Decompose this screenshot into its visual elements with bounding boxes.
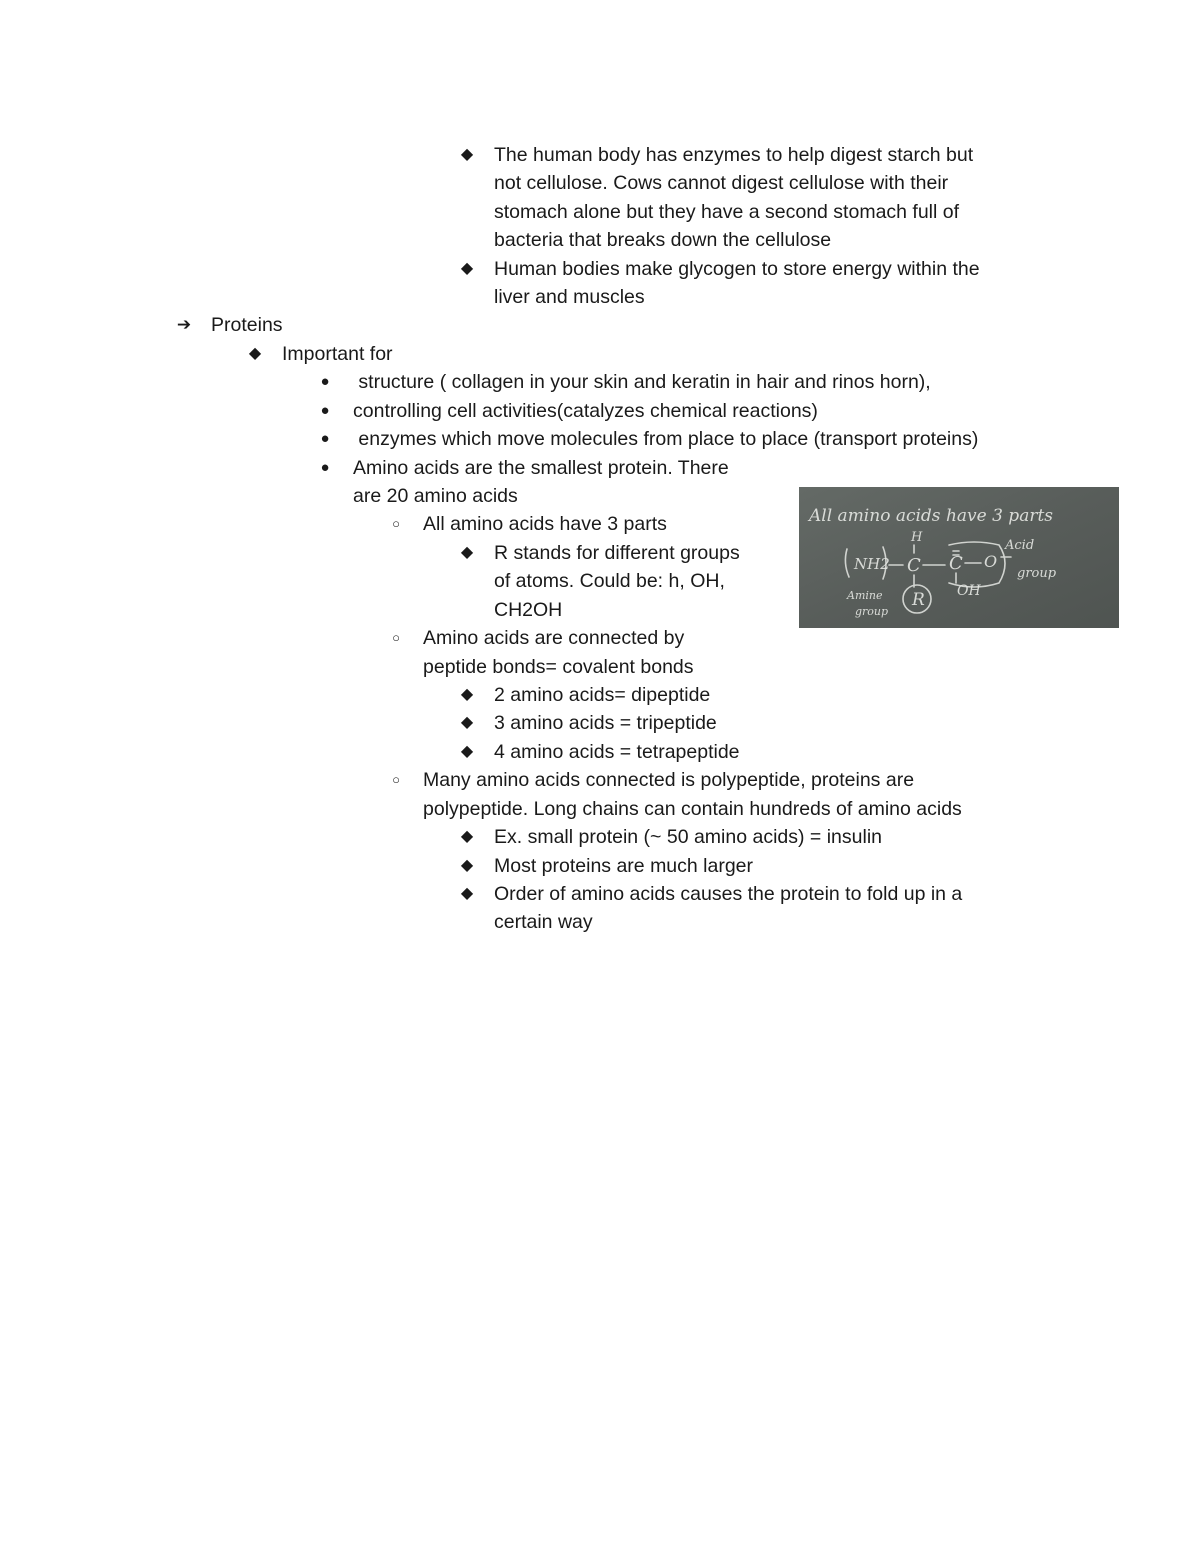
amino-acids-text-line-1: Amino acids are the smallest protein. There	[353, 457, 729, 479]
r-group-text-line-3: CH2OH	[494, 599, 563, 621]
dot-bullet-icon: ●	[320, 373, 330, 390]
circle-bullet-icon: ○	[392, 772, 400, 787]
diamond-bullet-icon: ◆	[460, 857, 474, 874]
chalkboard-r-group-label: R	[912, 590, 925, 610]
polypeptide-text-line-1: Many amino acids connected is polypeptide, proteins are	[423, 769, 915, 791]
dot-bullet-icon: ●	[320, 459, 330, 476]
circle-bullet-icon: ○	[392, 630, 400, 645]
dot-bullet-icon: ●	[320, 402, 330, 419]
r-group-text-line-2: of atoms. Could be: h, OH,	[494, 570, 725, 592]
chalkboard-heading: All amino acids have 3 parts	[809, 506, 1054, 526]
diamond-bullet-icon: ◆	[460, 885, 474, 902]
fold-text-line-1: Order of amino acids causes the protein to fold up in a	[494, 883, 963, 905]
diamond-bullet-icon: ◆	[460, 714, 474, 731]
chalkboard-oxygen-label: O	[984, 552, 998, 571]
glycogen-text-line-1: Human bodies make glycogen to store energy within the	[494, 258, 980, 280]
chalkboard-amine-word: Amine	[847, 589, 883, 602]
important-for-label: Important for	[282, 343, 393, 365]
chalkboard-photo	[799, 487, 1119, 628]
diamond-bullet-icon: ◆	[248, 345, 262, 362]
starch-text-line-1: The human body has enzymes to help digest starch but	[494, 144, 974, 166]
chalkboard-hydrogen-label: H	[911, 530, 923, 545]
peptide-bonds-text-line-2: peptide bonds= covalent bonds	[423, 656, 694, 678]
chalkboard-acid-label: Acid	[1005, 538, 1035, 553]
starch-text-line-3: stomach alone but they have a second stomach full of	[494, 201, 960, 223]
dot-bullet-icon: ●	[320, 430, 330, 447]
chalkboard-hydroxyl-label: OH	[957, 583, 981, 599]
structure-text: structure ( collagen in your skin and keratin in hair and rinos horn),	[353, 371, 931, 393]
larger-proteins-text: Most proteins are much larger	[494, 855, 754, 877]
peptide-bonds-text-line-1: Amino acids are connected by	[423, 627, 685, 649]
fold-text-line-2: certain way	[494, 911, 593, 933]
diamond-bullet-icon: ◆	[460, 686, 474, 703]
dipeptide-text: 2 amino acids= dipeptide	[494, 684, 711, 706]
starch-text-line-4: bacteria that breaks down the cellulose	[494, 229, 832, 251]
chalkboard-amine-label: NH2	[854, 555, 890, 573]
transport-text: enzymes which move molecules from place to place (transport proteins)	[353, 428, 979, 450]
diamond-bullet-icon: ◆	[460, 260, 474, 277]
tetrapeptide-text: 4 amino acids = tetrapeptide	[494, 741, 740, 763]
diamond-bullet-icon: ◆	[460, 544, 474, 561]
cell-activities-text: controlling cell activities(catalyzes chemical reactions)	[353, 400, 818, 422]
chalkboard-second-carbon-label: C	[949, 553, 963, 574]
arrow-bullet-icon: ➔	[176, 315, 192, 334]
diamond-bullet-icon: ◆	[460, 743, 474, 760]
three-parts-text: All amino acids have 3 parts	[423, 513, 667, 535]
r-group-text-line-1: R stands for different groups	[494, 542, 740, 564]
chalkboard-carbon-label: C	[907, 555, 921, 576]
starch-text-line-2: not cellulose. Cows cannot digest cellulose with their	[494, 172, 949, 194]
glycogen-text-line-2: liver and muscles	[494, 286, 645, 308]
diamond-bullet-icon: ◆	[460, 146, 474, 163]
insulin-text: Ex. small protein (~ 50 amino acids) = insulin	[494, 826, 883, 848]
diamond-bullet-icon: ◆	[460, 828, 474, 845]
tripeptide-text: 3 amino acids = tripeptide	[494, 712, 717, 734]
polypeptide-text-line-2: polypeptide. Long chains can contain hundreds of amino acids	[423, 798, 962, 820]
chalkboard-amine-group-word: group	[855, 605, 889, 618]
proteins-heading: Proteins	[211, 314, 283, 336]
circle-bullet-icon: ○	[392, 516, 400, 531]
amino-acids-text-line-2: are 20 amino acids	[353, 485, 518, 507]
chalkboard-acid-group-label: group	[1017, 566, 1057, 581]
